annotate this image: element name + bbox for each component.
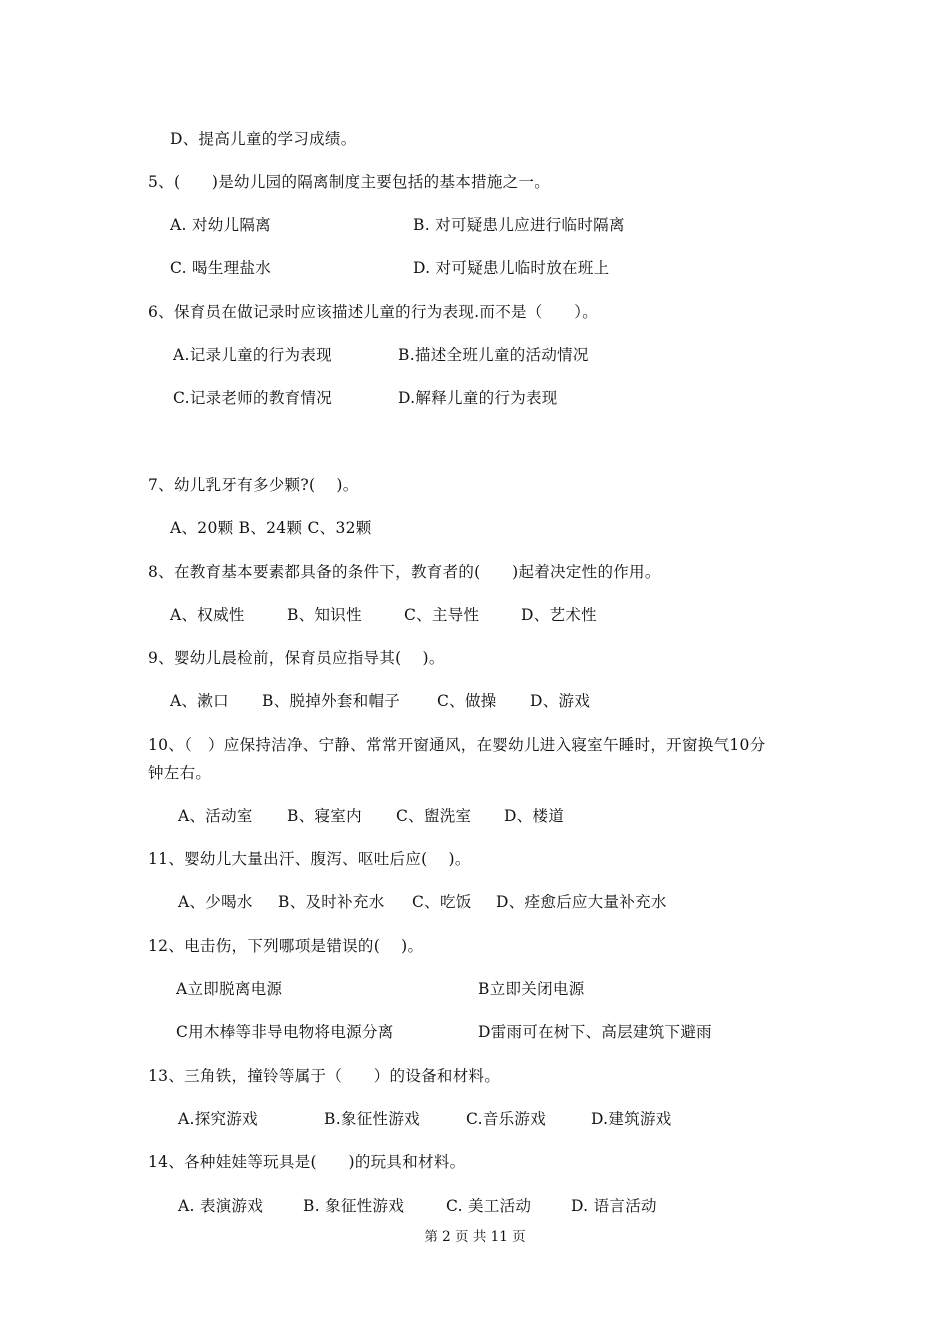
q9-option-a: A、漱口 <box>170 692 229 710</box>
q8-option-d: D、艺术性 <box>521 606 597 624</box>
q10-option-a: A、活动室 <box>178 807 253 825</box>
q13-option-a: A.探究游戏 <box>178 1110 258 1128</box>
question-7-stem: 7、幼儿乳牙有多少颗?( )。 <box>148 476 359 494</box>
q9-option-d: D、游戏 <box>530 692 591 710</box>
q13-option-d: D.建筑游戏 <box>591 1110 672 1128</box>
q6-option-c: C.记录老师的教育情况 <box>173 389 333 407</box>
q6-option-d: D.解释儿童的行为表现 <box>398 389 558 407</box>
q14-option-c: C. 美工活动 <box>446 1197 532 1215</box>
q13-option-c: C.音乐游戏 <box>466 1110 547 1128</box>
page-footer: 第 2 页 共 11 页 <box>424 1229 526 1245</box>
q10-option-c: C、盥洗室 <box>396 807 472 825</box>
q12-option-a: A立即脱离电源 <box>176 980 283 998</box>
q10-option-b: B、寝室内 <box>287 807 362 825</box>
q7-options: A、20颗 B、24颗 C、32颗 <box>170 519 372 537</box>
question-13-stem: 13、三角铁，撞铃等属于（ ）的设备和材料。 <box>148 1067 501 1085</box>
q8-option-a: A、权威性 <box>170 606 245 624</box>
q11-option-b: B、及时补充水 <box>278 893 385 911</box>
question-10-stem-line1: 10、（ ）应保持洁净、宁静、常常开窗通风，在婴幼儿进入寝室午睡时，开窗换气10分 <box>148 736 766 754</box>
question-10-stem-line2: 钟左右。 <box>148 764 212 782</box>
q8-option-c: C、主导性 <box>404 606 480 624</box>
q11-option-a: A、少喝水 <box>178 893 253 911</box>
q12-option-b: B立即关闭电源 <box>478 980 585 998</box>
q10-option-d: D、楼道 <box>504 807 565 825</box>
q13-option-b: B.象征性游戏 <box>324 1110 420 1128</box>
question-14-stem: 14、各种娃娃等玩具是( )的玩具和材料。 <box>148 1153 466 1171</box>
q14-option-b: B. 象征性游戏 <box>303 1197 405 1215</box>
q5-option-a: A. 对幼儿隔离 <box>170 216 271 234</box>
q5-option-b: B. 对可疑患儿应进行临时隔离 <box>413 216 625 234</box>
question-9-stem: 9、婴幼儿晨检前，保育员应指导其( )。 <box>148 649 445 667</box>
question-11-stem: 11、婴幼儿大量出汗、腹泻、呕吐后应( )。 <box>148 850 471 868</box>
q8-option-b: B、知识性 <box>287 606 362 624</box>
q5-option-d: D. 对可疑患儿临时放在班上 <box>413 259 610 277</box>
q11-option-d: D、痊愈后应大量补充水 <box>496 893 667 911</box>
q9-option-b: B、脱掉外套和帽子 <box>262 692 401 710</box>
q6-option-b: B.描述全班儿童的活动情况 <box>398 346 589 364</box>
q14-option-a: A. 表演游戏 <box>178 1197 264 1215</box>
q9-option-c: C、做操 <box>437 692 497 710</box>
question-5-stem: 5、( )是幼儿园的隔离制度主要包括的基本措施之一。 <box>148 173 551 191</box>
q12-option-d: D雷雨可在树下、高层建筑下避雨 <box>478 1023 712 1041</box>
q11-option-c: C、吃饭 <box>412 893 472 911</box>
q12-option-c: C用木棒等非导电物将电源分离 <box>176 1023 394 1041</box>
q4-option-d: D、提高儿童的学习成绩。 <box>170 130 357 148</box>
question-6-stem: 6、保育员在做记录时应该描述儿童的行为表现.而不是（ ）。 <box>148 303 599 321</box>
question-12-stem: 12、电击伤，下列哪项是错误的( )。 <box>148 937 424 955</box>
question-8-stem: 8、在教育基本要素都具备的条件下，教育者的( )起着决定性的作用。 <box>148 563 661 581</box>
q5-option-c: C. 喝生理盐水 <box>170 259 272 277</box>
q6-option-a: A.记录儿童的行为表现 <box>173 346 332 364</box>
q14-option-d: D. 语言活动 <box>571 1197 657 1215</box>
